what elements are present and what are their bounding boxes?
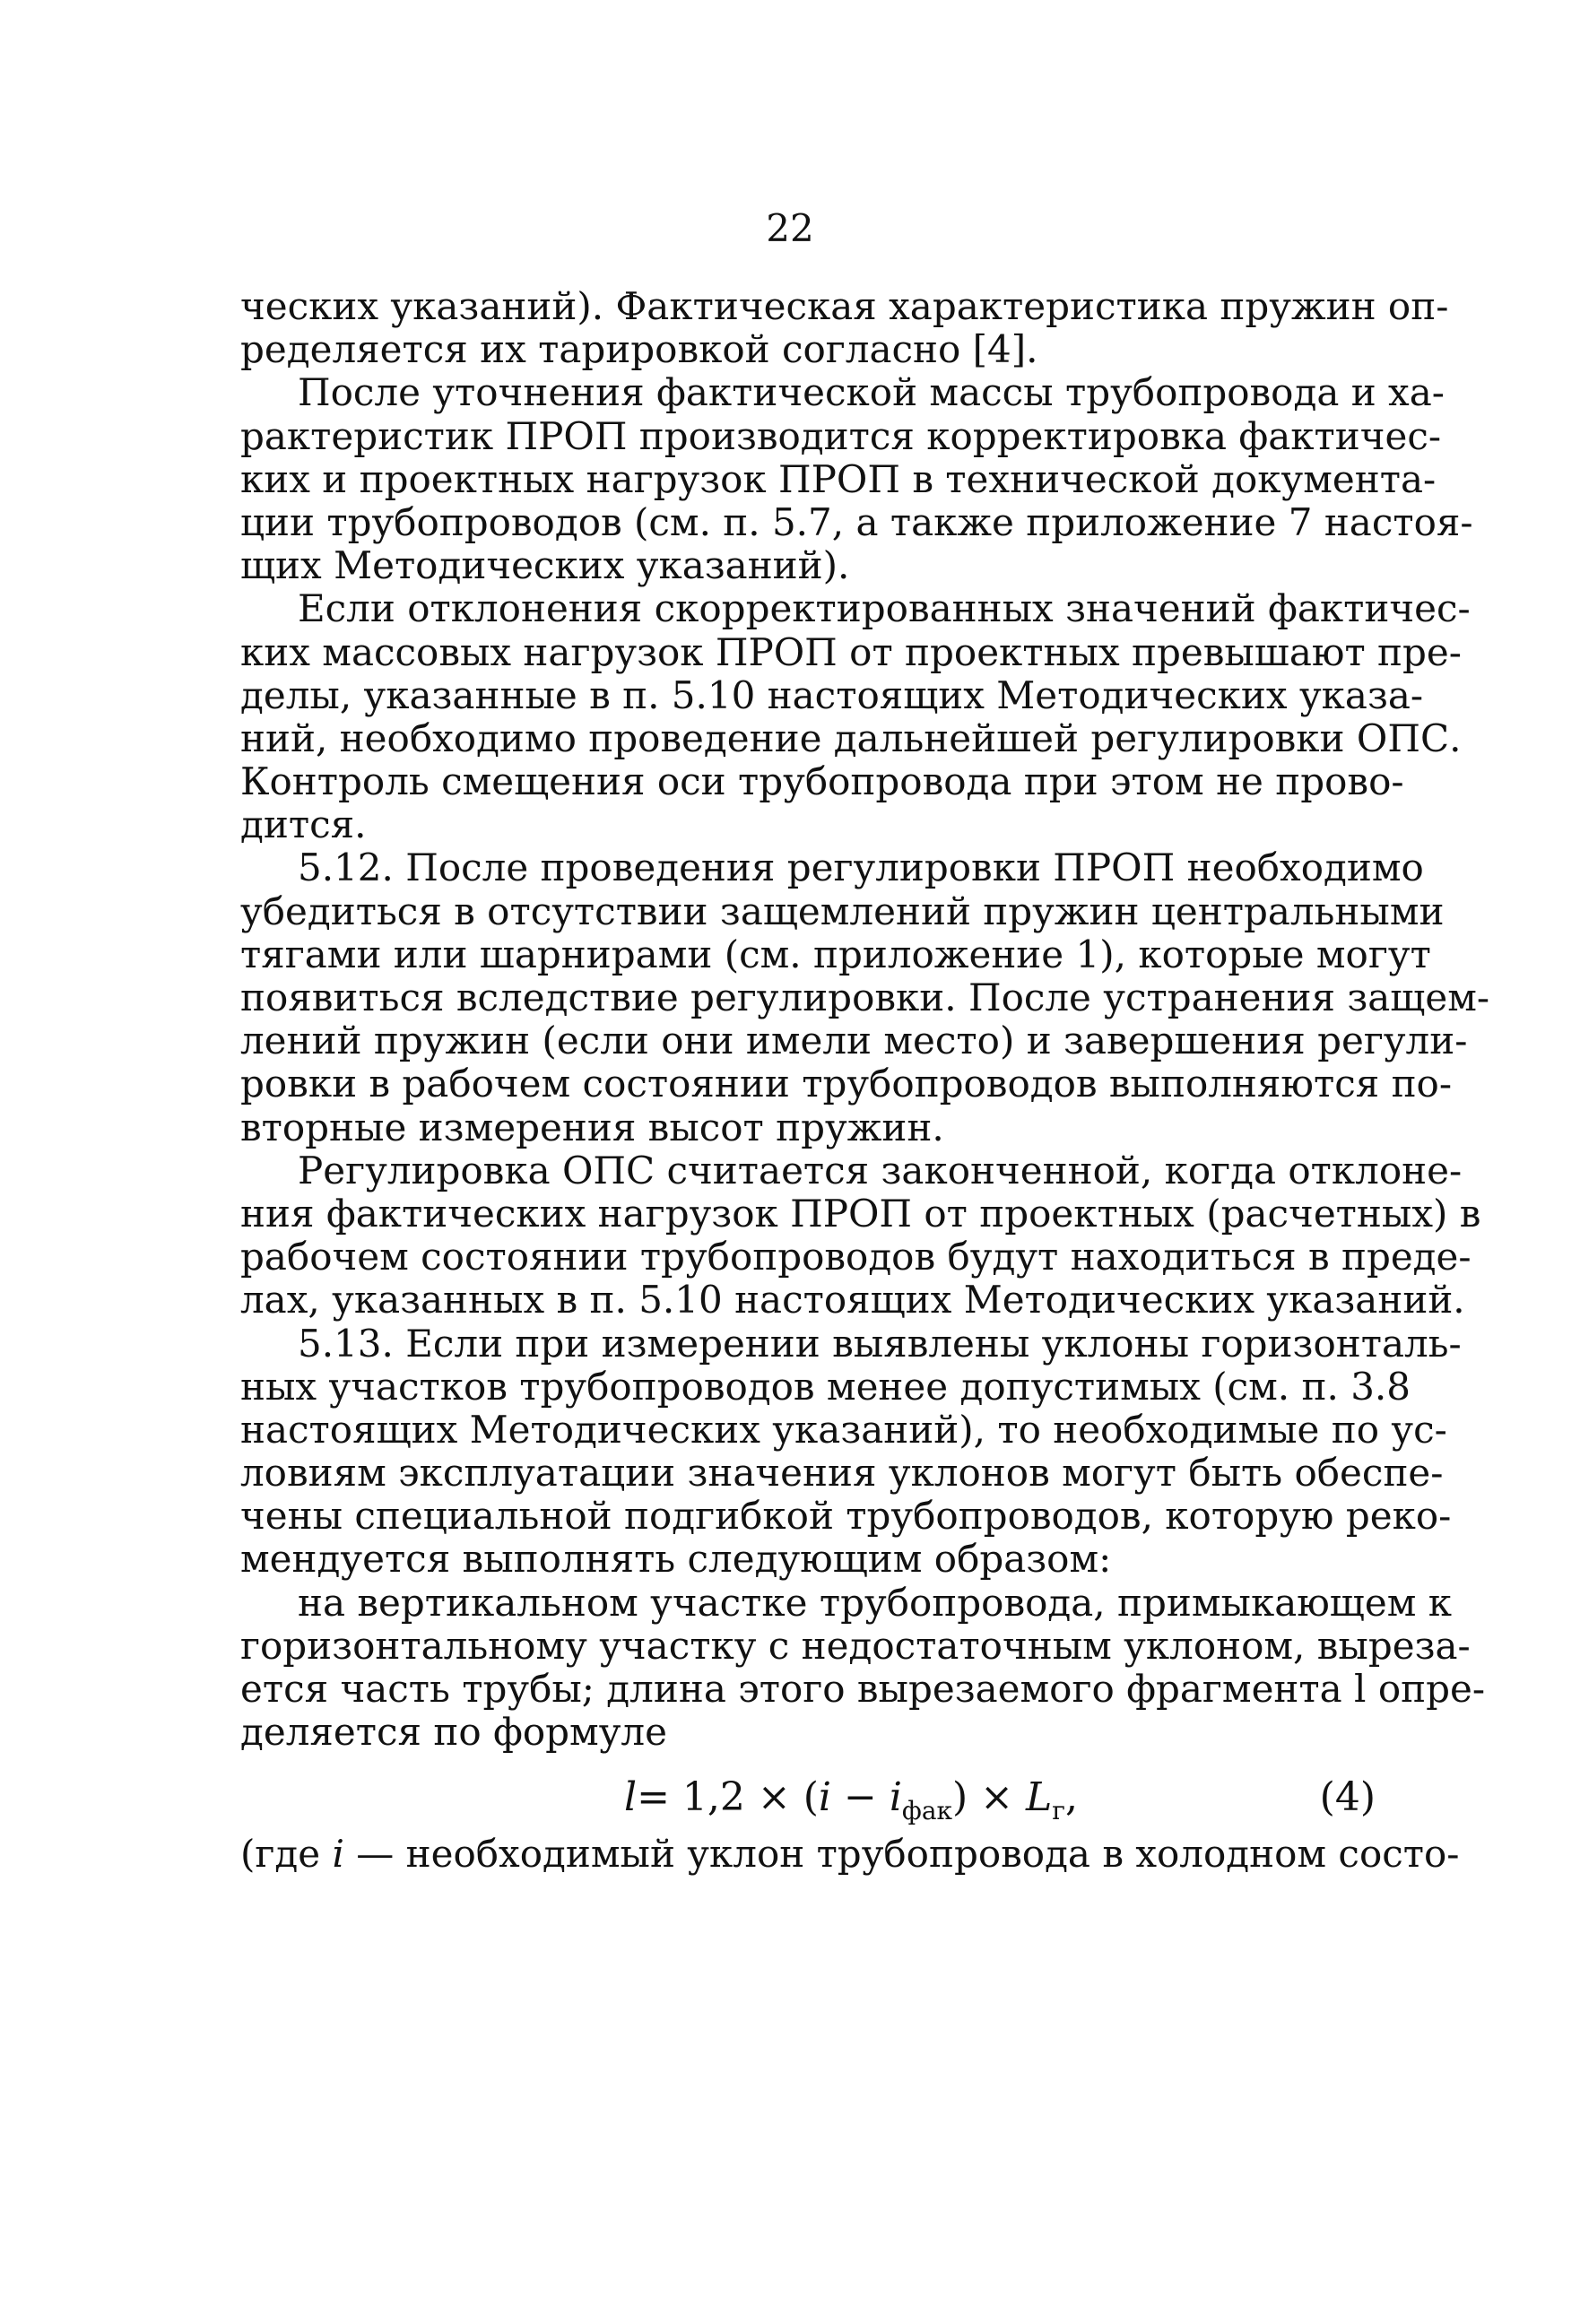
text-line: ется часть трубы; длина этого вырезаемого фрагмента l опре- xyxy=(240,1667,1486,1711)
text-line: рактеристик ПРОП производится корректировка фактичес- xyxy=(240,413,1442,458)
text-line: ределяется их тарировкой согласно [4]. xyxy=(240,327,1038,372)
text-line: ких массовых нагрузок ПРОП от проектных превышают пре- xyxy=(240,629,1462,674)
text-line: щих Методических указаний). xyxy=(240,543,850,588)
text-line: лах, указанных в п. 5.10 настоящих Методических указаний. xyxy=(240,1278,1465,1322)
formula xyxy=(624,1773,1078,1835)
text-line: появиться вследствие регулировки. После устранения защем- xyxy=(240,976,1490,1019)
text-line: убедиться в отсутствии защемлений пружин центральными xyxy=(240,889,1445,933)
text-line: ких и проектных нагрузок ПРОП в технической документа- xyxy=(240,456,1437,501)
text-line: ных участков трубопроводов менее допустимых (см. п. 3.8 xyxy=(240,1364,1411,1409)
text-line: деляется по формуле xyxy=(240,1710,667,1755)
text-line: ния фактических нагрузок ПРОП от проектных (расчетных) в xyxy=(240,1191,1481,1236)
text-line: мендуется выполнять следующим образом: xyxy=(240,1537,1112,1582)
text-line: настоящих Методических указаний), то необходимые по ус- xyxy=(240,1407,1447,1452)
formula-var-i: i xyxy=(818,1774,831,1821)
text-line: 5.12. После проведения регулировки ПРОП необходимо xyxy=(298,845,1424,890)
text-line: вторные измерения высот пружин. xyxy=(240,1105,944,1149)
text-line: тягами или шарнирами (см. приложение 1), которые могут xyxy=(240,932,1431,976)
page-number: 22 xyxy=(766,206,814,250)
formula-subscript-g: г xyxy=(1052,1796,1065,1826)
text-line: ческих указаний). Фактическая характеристика пружин оп- xyxy=(240,284,1449,328)
text-line: Если отклонения скорректированных значений фактичес- xyxy=(298,586,1471,631)
formula-equals: = 1,2 × ( xyxy=(637,1774,819,1821)
after-formula-rest: — необходимый уклон трубопровода в холодном состо- xyxy=(343,1832,1460,1877)
formula-var-L: L xyxy=(1026,1774,1053,1821)
text-line: лений пружин (если они имели место) и завершения регули- xyxy=(240,1019,1468,1063)
text-line: После уточнения фактической массы трубопровода и ха- xyxy=(298,370,1445,415)
text-line: рабочем состоянии трубопроводов будут находиться в преде- xyxy=(240,1235,1471,1279)
formula-times: ) × xyxy=(952,1774,1027,1821)
body-text xyxy=(240,284,1490,1877)
formula-row xyxy=(240,1773,1376,1826)
text-line-after-formula xyxy=(240,1832,1460,1877)
text-line: горизонтальному участку с недостаточным уклоном, выреза- xyxy=(240,1623,1471,1668)
text-line: ловиям эксплуатации значения уклонов могут быть обеспе- xyxy=(240,1451,1444,1496)
text-line: ний, необходимо проведение дальнейшей регулировки ОПС. xyxy=(240,715,1462,760)
text-line: делы, указанные в п. 5.10 настоящих Методических указа- xyxy=(240,672,1424,717)
text-line: ции трубопроводов (см. п. 5.7, а также приложение 7 настоя- xyxy=(240,499,1473,544)
formula-subscript-fak: фак xyxy=(901,1796,953,1826)
text-line: дится. xyxy=(240,802,367,847)
text-line: 5.13. Если при измерении выявлены уклоны горизонталь- xyxy=(298,1321,1462,1366)
text-line: Регулировка ОПС считается законченной, когда отклоне- xyxy=(298,1148,1463,1192)
after-formula-prefix: (где xyxy=(240,1832,333,1877)
formula-number: (4) xyxy=(1319,1774,1376,1821)
after-formula-var-i: i xyxy=(332,1832,344,1877)
formula-minus: − xyxy=(831,1774,890,1821)
formula-var-i-fak: i xyxy=(889,1774,902,1821)
text-line: чены специальной подгибкой трубопроводов, которую реко- xyxy=(240,1494,1452,1539)
text-line: ровки в рабочем состоянии трубопроводов выполняются по- xyxy=(240,1062,1453,1106)
formula-trailing-comma: , xyxy=(1064,1774,1078,1821)
text-line: Контроль смещения оси трубопровода при этом не прово- xyxy=(240,759,1404,804)
formula-var-l: l xyxy=(624,1774,638,1821)
text-line: на вертикальном участке трубопровода, примыкающем к xyxy=(298,1580,1452,1625)
